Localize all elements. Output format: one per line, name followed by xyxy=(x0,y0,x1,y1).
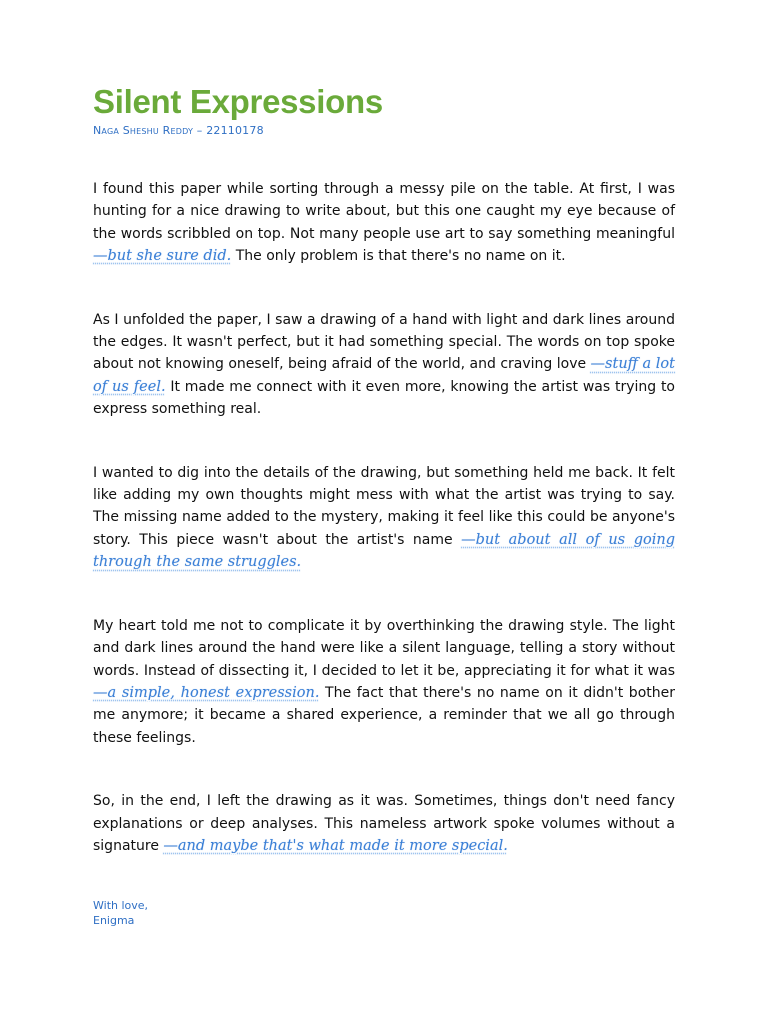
document-title: Silent Expressions xyxy=(93,83,383,120)
handwritten-note: —but she sure did. xyxy=(93,248,232,265)
handwritten-note: —stuff a lot of us feel. xyxy=(93,356,675,395)
paragraph-text: I found this paper while sorting through a messy pile on the table. At first, I was hunting for a nice drawing to write about, but this one caught my eye because of the words scribbled on top. Not many people use art to say something meaningful xyxy=(93,181,675,242)
signoff xyxy=(93,898,675,928)
paragraph-1 xyxy=(93,178,675,268)
handwritten-note: —a simple, honest expression. xyxy=(93,684,320,701)
paragraph-text-after: The only problem is that there's no name on it. xyxy=(231,248,566,265)
document-body xyxy=(93,178,675,857)
paragraph-4 xyxy=(93,615,675,749)
paragraph-text: My heart told me not to complicate it by overthinking the drawing style. The light and dark lines around the hand were like a silent language, telling a story without words. Instead of dissecting it, I decided to let it be, appreciating it for what it was xyxy=(93,617,675,679)
paragraph-5 xyxy=(93,790,675,857)
paragraph-text: So, in the end, I left the drawing as it was. Sometimes, things don't need fancy explanations or deep analyses. This nameless artwork spoke volumes without a signature xyxy=(93,793,675,854)
document-page xyxy=(93,80,675,928)
paragraph-3 xyxy=(93,462,675,574)
author-line: Naga Sheshu Reddy – 22110178 xyxy=(93,124,264,137)
paragraph-text: I wanted to dig into the details of the drawing, but something held me back. It felt like adding my own thoughts might mess with what the artist was trying to say. The missing name added to the mystery, making it feel like this could be anyone's story. This piece wasn't about the artist's name xyxy=(93,464,675,548)
paragraph-text: As I unfolded the paper, I saw a drawing of a hand with light and dark lines around the edges. It wasn't perfect, but it had something special. The words on top spoke about not knowing oneself, being afraid of the world, and craving love xyxy=(93,311,675,373)
paragraph-text-after: The fact that there's no name on it didn't bother me anymore; it became a shared experience, a reminder that we all go through these feelings. xyxy=(93,684,675,746)
handwritten-note: —and maybe that's what made it more special. xyxy=(163,837,508,854)
paragraph-text-after: It made me connect with it even more, knowing the artist was trying to express something real. xyxy=(93,378,675,418)
signoff-name: Enigma xyxy=(93,914,135,928)
signoff-greeting: With love, xyxy=(93,899,149,913)
handwritten-note: —but about all of us going through the same struggles. xyxy=(93,531,676,571)
paragraph-2 xyxy=(93,309,675,421)
